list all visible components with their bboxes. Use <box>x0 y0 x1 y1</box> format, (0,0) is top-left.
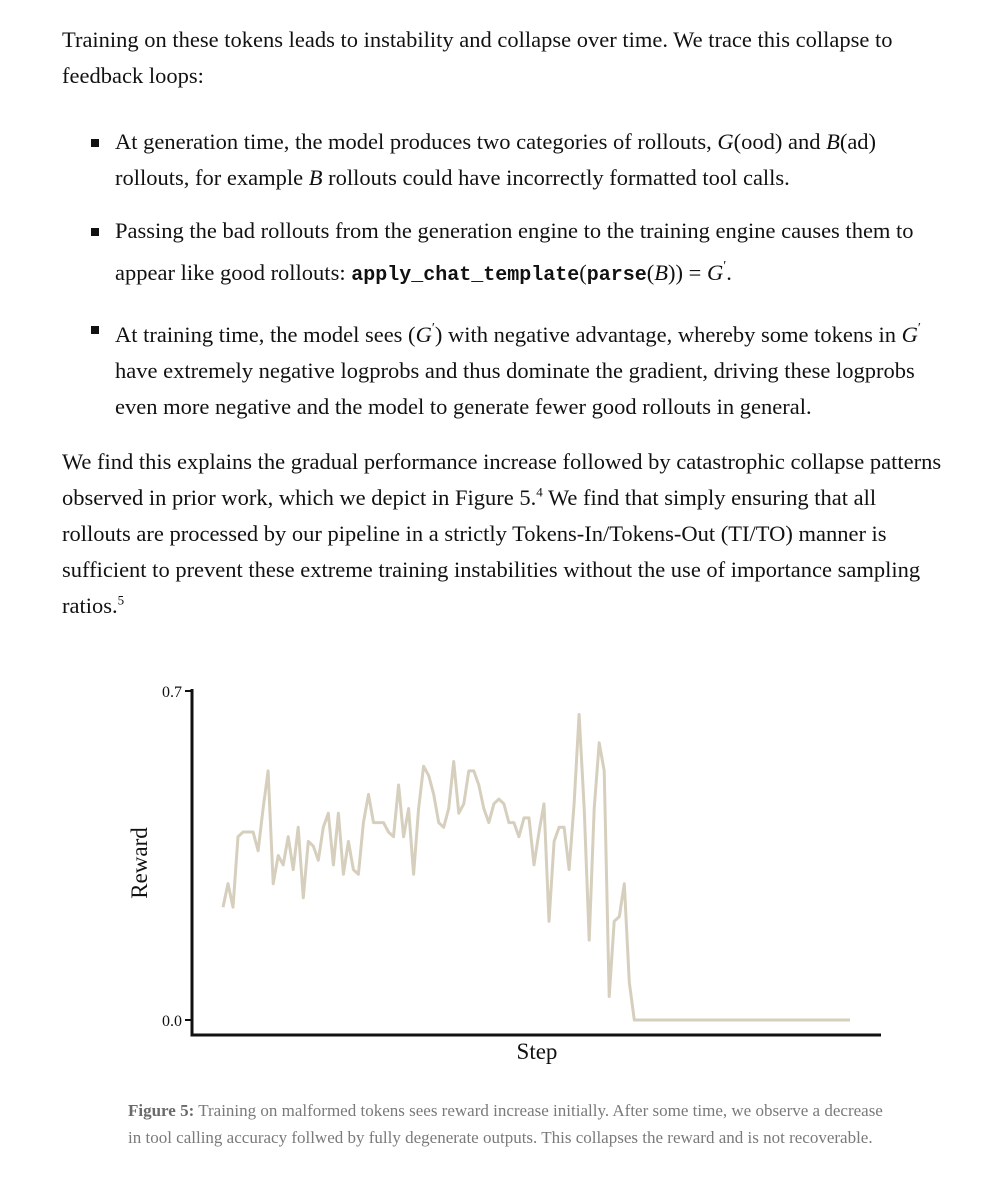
bullet-square-icon <box>91 139 99 147</box>
bullet2-equals: )) = <box>668 260 707 285</box>
math-b: B <box>308 165 323 190</box>
bullet1-text-1: At generation time, the model produces two categories of rollouts, <box>115 129 718 154</box>
math-prime: ′ <box>917 321 921 336</box>
findings-text-2: We find that simply ensuring that all rollouts are processed by our pipeline in a strictly Tokens-In/Tokens-Out (TI/TO) manner is sufficient to prevent these extreme training instabilities without the use of importance sampling ratios. <box>62 485 921 618</box>
findings-text-1: We find this explains the gradual performance increase followed by catastrophic collapse patterns observed in prior work, which we depict in Figure 5. <box>62 449 942 510</box>
math-g: G <box>901 322 918 347</box>
feedback-loop-list <box>62 124 952 442</box>
list-item <box>62 311 952 425</box>
math-g: G <box>415 322 432 347</box>
bullet3-text-1: At training time, the model sees ( <box>115 322 416 347</box>
bullet1-text-3: (ad) rollouts, for example <box>115 129 877 190</box>
x-axis-label: Step <box>516 1039 558 1064</box>
list-item <box>62 124 952 196</box>
bullet-square-icon <box>91 228 99 236</box>
math-b: B <box>654 260 669 285</box>
reward-series-line <box>223 715 850 1021</box>
math-g: G <box>717 129 734 154</box>
bullet1-text-4: rollouts could have incorrectly formatted tool calls. <box>322 165 790 190</box>
footnote-marker-4: 4 <box>536 484 543 500</box>
paragraph-intro: Training on these tokens leads to instability and collapse over time. We trace this collapse to feedback loops: <box>62 27 893 88</box>
bullet2-paren: ( <box>579 260 587 285</box>
y-tick-label: 0.0 <box>162 1013 182 1030</box>
code-apply-chat-template: apply_chat_template <box>351 264 580 287</box>
bullet-square-icon <box>91 326 99 334</box>
figure-5 <box>0 640 986 1100</box>
math-prime: ′ <box>431 321 435 336</box>
math-g: G <box>706 260 724 285</box>
code-parse: parse <box>586 264 647 287</box>
bullet2-paren: ( <box>646 260 655 285</box>
reward-chart <box>0 640 986 1100</box>
math-b: B <box>826 129 840 154</box>
bullet2-text-1: Passing the bad rollouts from the generation engine to the training engine causes them to appear like good rollouts: <box>115 218 914 285</box>
bullet3-text-2: ) with negative advantage, whereby some tokens in <box>434 322 902 347</box>
footnote-marker-5: 5 <box>117 592 125 608</box>
bullet1-text-2: (ood) and <box>733 129 827 154</box>
paragraph-findings <box>62 444 942 624</box>
bullet2-period: . <box>726 260 732 285</box>
y-axis-label: Reward <box>127 827 152 899</box>
math-prime: ′ <box>723 259 727 274</box>
bullet3-text-3: have extremely negative logprobs and thus dominate the gradient, driving these logprobs even more negative and the model to generate fewer good rollouts in general. <box>115 358 915 419</box>
caption-text: Training on malformed tokens sees reward increase initially. After some time, we observe a decrease in tool calling accuracy follwed by fully degenerate outputs. This collapses the reward and is not recoverable. <box>128 1101 883 1147</box>
caption-label: Figure 5: <box>128 1101 195 1120</box>
figure-caption <box>128 1098 888 1151</box>
list-item <box>62 213 952 294</box>
y-tick-label: 0.7 <box>162 684 182 701</box>
